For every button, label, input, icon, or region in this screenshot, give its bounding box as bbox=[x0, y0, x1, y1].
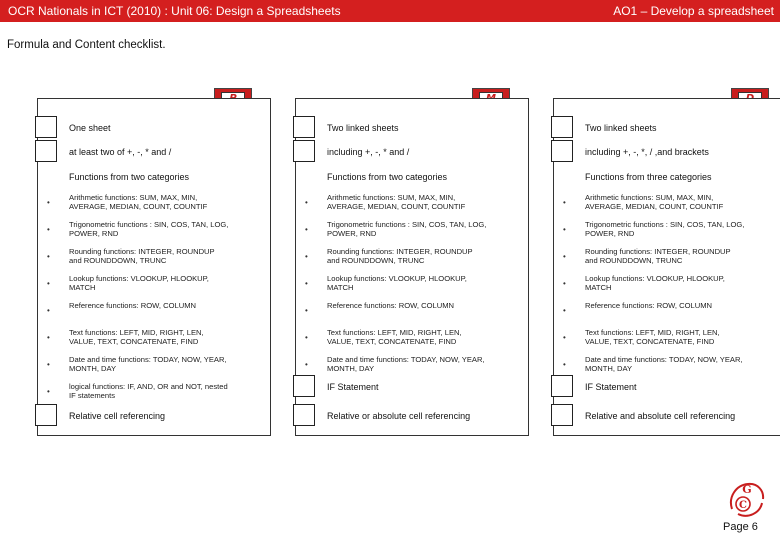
function-category-item: Arithmetic functions: SUM, MAX, MIN, AVERAGE, MEDIAN, COUNT, COUNTIF bbox=[69, 193, 208, 211]
bullet-icon: • bbox=[563, 198, 566, 207]
function-category-item: logical functions: IF, AND, OR and NOT, nested IF statements bbox=[69, 382, 228, 400]
checklist-item: IF Statement bbox=[327, 382, 379, 392]
bullet-icon: • bbox=[305, 198, 308, 207]
checklist-item: at least two of +, -, * and / bbox=[69, 147, 172, 157]
function-category-item: Date and time functions: TODAY, NOW, YEAR, MONTH, DAY bbox=[585, 355, 743, 373]
function-category-item: Reference functions: ROW, COLUMN bbox=[585, 301, 713, 310]
checklist-item: Functions from three categories bbox=[585, 172, 712, 182]
checklist-item: Relative and absolute cell referencing bbox=[585, 411, 736, 421]
bullet-icon: • bbox=[47, 333, 50, 342]
bullet-icon: • bbox=[47, 387, 50, 396]
checkbox[interactable] bbox=[551, 404, 573, 426]
bullet-icon: • bbox=[563, 279, 566, 288]
checkbox[interactable] bbox=[293, 116, 315, 138]
checklist-item: Relative cell referencing bbox=[69, 411, 166, 421]
checkbox[interactable] bbox=[35, 140, 57, 162]
function-category-item: Trigonometric functions : SIN, COS, TAN, LOG, POWER, RND bbox=[327, 220, 487, 238]
checklist-panel-1 bbox=[295, 98, 529, 436]
bullet-icon: • bbox=[305, 333, 308, 342]
function-category-item: Arithmetic functions: SUM, MAX, MIN, AVERAGE, MEDIAN, COUNT, COUNTIF bbox=[327, 193, 466, 211]
function-category-item: Reference functions: ROW, COLUMN bbox=[69, 301, 197, 310]
checklist-item: One sheet bbox=[69, 123, 111, 133]
checklist-item: including +, -, * and / bbox=[327, 147, 410, 157]
checkbox[interactable] bbox=[35, 404, 57, 426]
bullet-icon: • bbox=[305, 225, 308, 234]
checklist-item: Functions from two categories bbox=[69, 172, 190, 182]
bullet-icon: • bbox=[305, 252, 308, 261]
svg-text:C: C bbox=[739, 500, 747, 511]
checklist-panel-0 bbox=[37, 98, 271, 436]
bullet-icon: • bbox=[47, 360, 50, 369]
bullet-icon: • bbox=[47, 279, 50, 288]
function-category-item: Rounding functions: INTEGER, ROUNDUP and ROUNDDOWN, TRUNC bbox=[327, 247, 473, 265]
function-category-item: Text functions: LEFT, MID, RIGHT, LEN, VALUE, TEXT, CONCATENATE, FIND bbox=[585, 328, 720, 346]
checkbox[interactable] bbox=[551, 116, 573, 138]
gsr-copyright-logo-icon bbox=[726, 479, 768, 519]
bullet-icon: • bbox=[47, 198, 50, 207]
bullet-icon: • bbox=[563, 306, 566, 315]
function-category-item: Rounding functions: INTEGER, ROUNDUP and ROUNDDOWN, TRUNC bbox=[69, 247, 215, 265]
bullet-icon: • bbox=[305, 360, 308, 369]
bullet-icon: • bbox=[305, 306, 308, 315]
checkbox[interactable] bbox=[551, 375, 573, 397]
bullet-icon: • bbox=[47, 306, 50, 315]
function-category-item: Lookup functions: VLOOKUP, HLOOKUP, MATCH bbox=[585, 274, 725, 292]
function-category-item: Trigonometric functions : SIN, COS, TAN, LOG, POWER, RND bbox=[69, 220, 229, 238]
checkbox[interactable] bbox=[293, 140, 315, 162]
page-number: Page 6 bbox=[723, 521, 758, 533]
checkbox[interactable] bbox=[293, 375, 315, 397]
bullet-icon: • bbox=[563, 360, 566, 369]
title-bar bbox=[0, 0, 780, 22]
bullet-icon: • bbox=[305, 279, 308, 288]
course-title: OCR Nationals in ICT (2010) : Unit 06: Design a Spreadsheets bbox=[8, 4, 341, 18]
function-category-item: Date and time functions: TODAY, NOW, YEAR, MONTH, DAY bbox=[327, 355, 485, 373]
bullet-icon: • bbox=[563, 252, 566, 261]
checkbox[interactable] bbox=[35, 116, 57, 138]
function-category-item: Text functions: LEFT, MID, RIGHT, LEN, VALUE, TEXT, CONCATENATE, FIND bbox=[69, 328, 204, 346]
checkbox[interactable] bbox=[293, 404, 315, 426]
function-category-item: Date and time functions: TODAY, NOW, YEAR, MONTH, DAY bbox=[69, 355, 227, 373]
checklist-item: Functions from two categories bbox=[327, 172, 448, 182]
function-category-item: Lookup functions: VLOOKUP, HLOOKUP, MATCH bbox=[327, 274, 467, 292]
checklist-item: Two linked sheets bbox=[327, 123, 399, 133]
checkbox[interactable] bbox=[551, 140, 573, 162]
bullet-icon: • bbox=[563, 225, 566, 234]
page-subtitle: Formula and Content checklist. bbox=[7, 39, 166, 51]
checklist-item: Two linked sheets bbox=[585, 123, 657, 133]
checklist-item: including +, -, *, / ,and brackets bbox=[585, 147, 709, 157]
checklist-panel-2 bbox=[553, 98, 780, 436]
checklist-item: Relative or absolute cell referencing bbox=[327, 411, 471, 421]
function-category-item: Rounding functions: INTEGER, ROUNDUP and ROUNDDOWN, TRUNC bbox=[585, 247, 731, 265]
function-category-item: Text functions: LEFT, MID, RIGHT, LEN, VALUE, TEXT, CONCATENATE, FIND bbox=[327, 328, 462, 346]
function-category-item: Arithmetic functions: SUM, MAX, MIN, AVERAGE, MEDIAN, COUNT, COUNTIF bbox=[585, 193, 724, 211]
bullet-icon: • bbox=[47, 225, 50, 234]
checklist-item: IF Statement bbox=[585, 382, 637, 392]
bullet-icon: • bbox=[47, 252, 50, 261]
function-category-item: Lookup functions: VLOOKUP, HLOOKUP, MATCH bbox=[69, 274, 209, 292]
bullet-icon: • bbox=[563, 333, 566, 342]
logo-letter-g: G bbox=[742, 483, 752, 496]
function-category-item: Trigonometric functions : SIN, COS, TAN, LOG, POWER, RND bbox=[585, 220, 745, 238]
function-category-item: Reference functions: ROW, COLUMN bbox=[327, 301, 455, 310]
objective-title: AO1 – Develop a spreadsheet bbox=[613, 4, 774, 18]
